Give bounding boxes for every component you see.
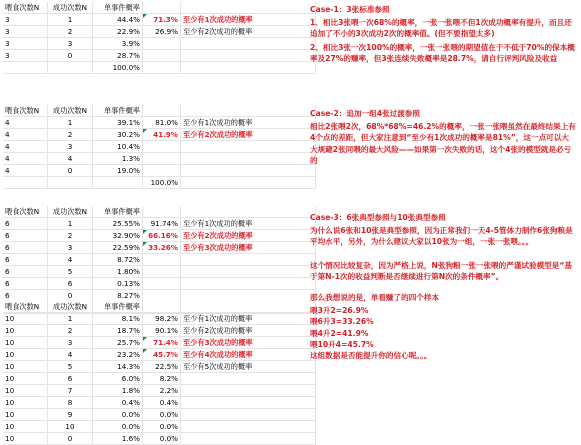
table-cell: 4 <box>48 349 93 361</box>
table-cell: 1.3% <box>93 153 143 165</box>
table-cell <box>143 266 181 278</box>
table-cell: 4 <box>48 153 93 165</box>
table-cell: 0 <box>48 165 93 177</box>
header-cell <box>181 301 316 313</box>
table-cell: 0.4% <box>143 397 181 409</box>
sample-item: 喂4升2=41.9% <box>310 328 369 338</box>
table-cell: 4 <box>3 165 48 177</box>
table-cell: 1.8% <box>93 385 143 397</box>
table-row <box>3 278 316 290</box>
table-cell: 4 <box>3 141 48 153</box>
table-cell: 71.3% <box>143 14 181 26</box>
table-cell: 至少有2次成功的概率 <box>181 129 316 141</box>
table-row <box>3 254 316 266</box>
table-cell: 26.9% <box>143 26 181 38</box>
closing-text: 这组数据是否能提升你的信心呢。。。 <box>310 351 432 361</box>
table-cell: 0.0% <box>143 421 181 433</box>
table-cell: 至少有1次成功的概率 <box>181 218 316 230</box>
table-cell <box>181 290 316 302</box>
table-cell: 10 <box>3 409 48 421</box>
table-cell: 2.2% <box>143 385 181 397</box>
table-row <box>3 141 316 153</box>
table-cell: 10.4% <box>93 141 143 153</box>
table-cell: 10 <box>3 337 48 349</box>
table-cell: 2 <box>48 325 93 337</box>
table-row <box>3 230 316 242</box>
table-cell: 至少有1次成功的概率 <box>181 313 316 325</box>
table-cell: 33.26% <box>143 242 181 254</box>
header-cell: 喂食次数N <box>3 206 48 218</box>
table-cell <box>181 50 316 62</box>
table-cell <box>3 62 48 74</box>
table-cell <box>181 409 316 421</box>
table-cell <box>181 385 316 397</box>
table-cell <box>181 62 316 74</box>
header-cell <box>143 206 181 218</box>
table-cell: 3 <box>48 242 93 254</box>
table-cell <box>143 278 181 290</box>
table-cell: 0.0% <box>143 409 181 421</box>
table-cell: 22.9% <box>93 26 143 38</box>
table-row <box>3 26 316 38</box>
table-header-row <box>3 2 316 14</box>
table-cell <box>143 50 181 62</box>
table-cell: 23.2% <box>93 349 143 361</box>
table-cell: 6 <box>3 254 48 266</box>
table-cell <box>181 421 316 433</box>
header-cell: 喂食次数N <box>3 301 48 313</box>
header-cell <box>143 105 181 117</box>
table-cell: 4 <box>3 129 48 141</box>
table-row <box>3 177 316 189</box>
table-row <box>3 38 316 50</box>
table-cell: 71.4% <box>143 337 181 349</box>
table-cell <box>143 165 181 177</box>
table-cell: 5 <box>48 361 93 373</box>
table-cell: 4 <box>48 254 93 266</box>
table-cell: 30.2% <box>93 129 143 141</box>
table-row <box>3 433 316 445</box>
table-cell <box>48 177 93 189</box>
table-cell: 0.0% <box>93 421 143 433</box>
table-cell: 100.0% <box>143 177 181 189</box>
table-cell: 至少有2次成功的概率 <box>181 325 316 337</box>
table-cell: 10 <box>3 349 48 361</box>
table-cell: 3 <box>3 14 48 26</box>
sample-item: 喂3升2=26.9% <box>310 306 369 316</box>
table-cell <box>181 153 316 165</box>
table-cell <box>143 153 181 165</box>
table-cell <box>181 165 316 177</box>
header-cell: 成功次数N <box>48 105 93 117</box>
notes-case1 <box>310 4 576 66</box>
header-cell: 成功次数N <box>48 206 93 218</box>
table-header-row <box>3 301 316 313</box>
table-cell: 45.7% <box>143 349 181 361</box>
table-cell: 6.0% <box>93 373 143 385</box>
table-cell: 22.59% <box>93 242 143 254</box>
table-cell: 至少有3次成功的概率 <box>181 337 316 349</box>
table-cell: 7 <box>48 385 93 397</box>
sheet-block-10 <box>3 301 305 445</box>
table-cell <box>181 254 316 266</box>
table-cell: 至少有2次成功的概率 <box>181 26 316 38</box>
header-cell: 喂食次数N <box>3 105 48 117</box>
table-cell <box>181 373 316 385</box>
case3-title: Case-3：6张典型参照与10张典型参照 <box>310 213 446 222</box>
table-row <box>3 153 316 165</box>
notes-case3 <box>310 212 576 363</box>
case1-point1: 1、相比3张喂一次68%的概率，一张一张喂不但1次成功概率有提升，而且还追加了不小的3次成功2次的概率值。(但不要指望太多) <box>310 18 572 39</box>
table-cell: 3 <box>3 38 48 50</box>
case2-title: Case-2：追加一组4张过渡参照 <box>310 109 421 118</box>
table-cell: 81.0% <box>143 117 181 129</box>
table-cell: 41.9% <box>143 129 181 141</box>
table-cell: 39.1% <box>93 117 143 129</box>
table-cell: 2 <box>48 26 93 38</box>
probability-table-4 <box>3 105 316 189</box>
table-cell: 8.2% <box>143 373 181 385</box>
table-cell: 8.72% <box>93 254 143 266</box>
table-cell: 6 <box>3 242 48 254</box>
table-cell: 1.6% <box>93 433 143 445</box>
probability-table-10 <box>3 301 316 445</box>
table-cell <box>143 254 181 266</box>
table-row <box>3 62 316 74</box>
table-cell: 10 <box>3 421 48 433</box>
sample-list <box>310 305 576 350</box>
header-cell: 成功次数N <box>48 2 93 14</box>
table-cell <box>3 177 48 189</box>
table-cell: 3 <box>48 337 93 349</box>
table-cell: 0.0% <box>93 409 143 421</box>
table-cell: 2 <box>48 129 93 141</box>
table-cell: 1.80% <box>93 266 143 278</box>
table-cell: 8 <box>48 397 93 409</box>
header-cell: 喂食次数N <box>3 2 48 14</box>
table-cell: 10 <box>3 433 48 445</box>
header-cell: 单事件概率 <box>93 2 143 14</box>
table-cell: 19.0% <box>93 165 143 177</box>
table-cell: 10 <box>3 361 48 373</box>
table-cell: 14.3% <box>93 361 143 373</box>
table-cell: 6 <box>3 290 48 302</box>
header-cell <box>181 206 316 218</box>
case1-point2: 2、相比3张一次100%的概率，一张一张喂的期望值在于不低于70%的保本概率及27%的赚率，但3张连续失败概率是28.7%，请自行评判风险及收益 <box>310 42 575 63</box>
table-cell <box>143 141 181 153</box>
case2-point1: 相比2张喂2次，68%*68%=46.2%的概率，一张一张喂虽然在最终结果上有4个点的差距，但大家注意到“至少有1次成功的概率是81%”，这一点可以大大规避2张同喂的最大风险——如果第一次失败的话，这个4张的模型就是必亏的 <box>310 122 576 165</box>
sheet-block-6 <box>3 206 305 314</box>
table-cell: 0.0% <box>143 433 181 445</box>
table-cell <box>181 278 316 290</box>
table-cell <box>143 290 181 302</box>
table-cell: 至少有1次成功的概率 <box>181 14 316 26</box>
table-row <box>3 218 316 230</box>
table-cell: 10 <box>3 313 48 325</box>
table-cell: 10 <box>3 385 48 397</box>
header-cell: 单事件概率 <box>93 301 143 313</box>
table-cell <box>143 38 181 50</box>
table-row <box>3 397 316 409</box>
table-cell: 0 <box>48 290 93 302</box>
table-cell: 18.7% <box>93 325 143 337</box>
probability-table-3 <box>3 2 316 74</box>
table-row <box>3 266 316 278</box>
header-cell: 单事件概率 <box>93 105 143 117</box>
table-cell: 3.9% <box>93 38 143 50</box>
table-row <box>3 50 316 62</box>
header-cell <box>143 301 181 313</box>
table-cell: 25.55% <box>93 218 143 230</box>
table-cell: 100.0% <box>93 62 143 74</box>
sheet-block-3 <box>3 2 305 74</box>
table-cell: 3 <box>3 26 48 38</box>
table-cell: 0 <box>48 50 93 62</box>
table-row <box>3 14 316 26</box>
sample-item: 喂6升3=33.26% <box>310 317 374 327</box>
table-cell: 0.13% <box>93 278 143 290</box>
table-cell: 至少有4次成功的概率 <box>181 349 316 361</box>
table-cell: 0.4% <box>93 397 143 409</box>
table-row <box>3 129 316 141</box>
table-cell: 98.2% <box>143 313 181 325</box>
table-cell: 22.5% <box>143 361 181 373</box>
table-cell: 至少有2次成功的概率 <box>181 230 316 242</box>
table-cell <box>181 397 316 409</box>
table-cell: 66.16% <box>143 230 181 242</box>
table-row <box>3 373 316 385</box>
table-row <box>3 361 316 373</box>
table-row <box>3 337 316 349</box>
table-cell <box>181 433 316 445</box>
table-cell <box>181 141 316 153</box>
case3-point2: 这个情况比较复杂，因为严格上说，N张狗粮一张一张喂的严谨试验模型是“基于第N-1次的收益判断是否继续进行第N次的条件概率”。 <box>310 260 572 281</box>
table-cell: 2 <box>48 230 93 242</box>
table-row <box>3 290 316 302</box>
table-cell: 6 <box>48 373 93 385</box>
table-cell: 3 <box>48 141 93 153</box>
table-cell: 6 <box>3 218 48 230</box>
table-row <box>3 165 316 177</box>
table-cell <box>93 177 143 189</box>
table-cell: 25.7% <box>93 337 143 349</box>
table-row <box>3 385 316 397</box>
table-cell: 10 <box>3 373 48 385</box>
case1-title: Case-1：3张标准参照 <box>310 5 390 14</box>
table-cell: 91.74% <box>143 218 181 230</box>
header-cell <box>181 2 316 14</box>
table-cell <box>181 177 316 189</box>
table-cell: 10 <box>48 421 93 433</box>
table-cell: 1 <box>48 117 93 129</box>
table-cell <box>48 62 93 74</box>
table-cell: 6 <box>3 230 48 242</box>
table-cell: 6 <box>48 278 93 290</box>
table-cell: 1 <box>48 218 93 230</box>
table-cell: 8.27% <box>93 290 143 302</box>
case3-point1: 为什么说6张和10张是典型参照，因为正常我们一天4-5管体力制作6张狗粮是平均水平，另外，为什么建议大家以10张为一组，一张一张喂。。。 <box>310 226 573 247</box>
table-cell: 1 <box>48 14 93 26</box>
table-cell: 3 <box>3 50 48 62</box>
table-cell <box>143 62 181 74</box>
table-cell: 10 <box>3 325 48 337</box>
table-row <box>3 325 316 337</box>
table-cell <box>181 38 316 50</box>
table-cell: 至少有1次成功的概率 <box>181 117 316 129</box>
header-cell <box>181 105 316 117</box>
table-cell: 至少有5次成功的概率 <box>181 361 316 373</box>
table-row <box>3 421 316 433</box>
table-cell: 4 <box>3 117 48 129</box>
table-cell: 32.90% <box>93 230 143 242</box>
table-cell: 3 <box>48 38 93 50</box>
table-cell: 5 <box>48 266 93 278</box>
table-header-row <box>3 206 316 218</box>
notes-case2 <box>310 108 576 168</box>
table-cell: 10 <box>3 397 48 409</box>
table-cell: 8.1% <box>93 313 143 325</box>
table-cell <box>181 266 316 278</box>
probability-table-6 <box>3 206 316 314</box>
sheet-block-4 <box>3 105 305 189</box>
table-header-row <box>3 105 316 117</box>
case3-point3: 那么我想说的是，单看赚了的四个样本 <box>310 293 440 303</box>
table-cell: 6 <box>3 266 48 278</box>
header-cell <box>143 2 181 14</box>
table-row <box>3 349 316 361</box>
table-row <box>3 242 316 254</box>
table-row <box>3 313 316 325</box>
header-cell: 单事件概率 <box>93 206 143 218</box>
table-cell: 9 <box>48 409 93 421</box>
table-cell: 90.1% <box>143 325 181 337</box>
table-cell: 至少有3次成功的概率 <box>181 242 316 254</box>
table-cell: 0 <box>48 433 93 445</box>
table-cell: 1 <box>48 313 93 325</box>
table-cell: 28.7% <box>93 50 143 62</box>
table-cell: 44.4% <box>93 14 143 26</box>
table-row <box>3 117 316 129</box>
table-row <box>3 409 316 421</box>
table-cell: 4 <box>3 153 48 165</box>
header-cell: 成功次数N <box>48 301 93 313</box>
table-cell: 6 <box>3 278 48 290</box>
sample-item: 喂10升4=45.7% <box>310 339 374 349</box>
